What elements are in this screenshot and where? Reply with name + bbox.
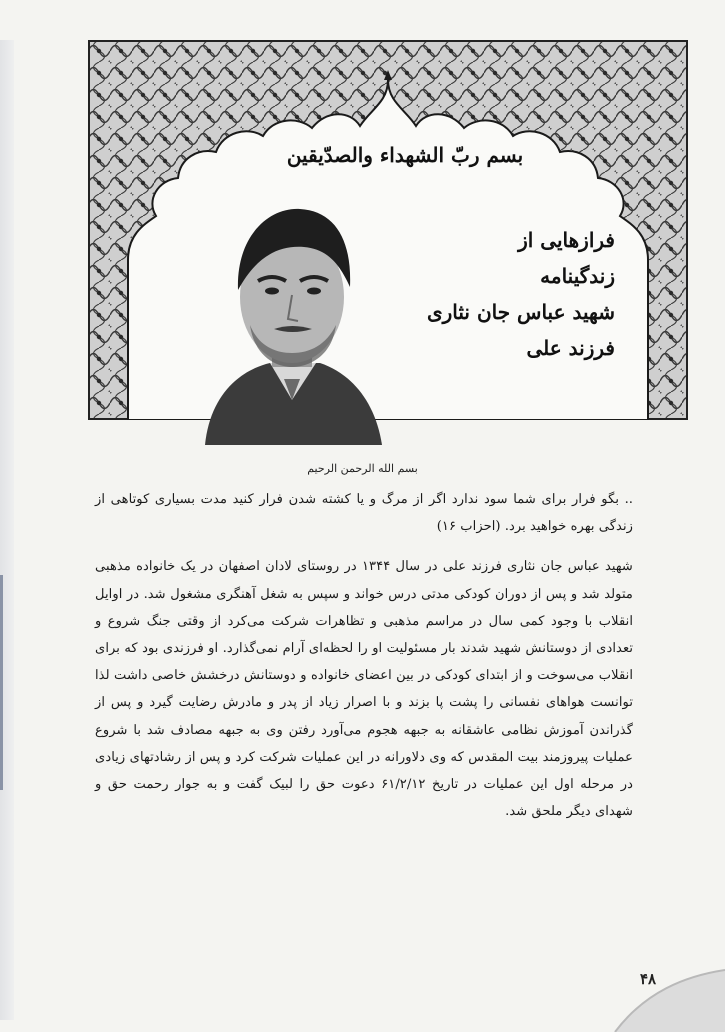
title-line-2: زندگینامه (540, 264, 615, 288)
body-text (95, 486, 633, 825)
title-block (365, 222, 615, 366)
title-line-4: فرزند علی (526, 336, 615, 360)
page-edge-mark (0, 575, 3, 790)
title-line-3: شهید عباس جان نثاری (426, 300, 615, 324)
header-title: بسم ربّ الشهداء والصدّیقین (286, 143, 524, 167)
quran-quote-paragraph: .. بگو فرار برای شما سود ندارد اگر از مرگ و یا کشته شدن فرار کنید مدت بسیاری کوتاهی از زندگی بهره خواهید برد. (احزاب ۱۶) (95, 492, 633, 535)
portrait-photo (200, 195, 385, 445)
title-line-1: فرازهایی از (518, 228, 615, 252)
biography-paragraph: شهید عباس جان نثاری فرزند علی در سال ۱۳۴۴ در روستای لادان اصفهان در یک خانواده مذهبی متولد شد و پس از دوران کودکی مدتی درس خواند و سپس به شغل آهنگری مشغول شد. در اوایل انقلاب با وجود کمی سال در مراسم مذهبی و تظاهرات شرکت می‌کرد از وقتی جنگ شروع و تعدادی از دوستانش شهید شدند بار مسئولیت او را لحظه‌ای آرام نمی‌گذارد. او فرزندی بود که برای انقلاب می‌سوخت و از ابتدای کودکی در بین اعضای خانواده و دوستانش درخشش خاصی داشت لذا توانست هواهای نفسانی را پشت پا بزند و با اصرار زیاد از پدر و مادرش رضایت گیرد و پس از گذراندن آموزش نظامی عاشقانه به جبهه هجوم می‌آورد رفتن وی به جبهه مصادف شد با شروع عملیات پیروزمند بیت المقدس که وی دلاورانه در این عملیات شرکت کرد و پس از رشادتهای زیادی در مرحله اول این عملیات در تاریخ ۶۱/۲/۱۲ دعوت حق را لبیک گفت و به جوار رحمت حق و شهدای دیگر ملحق شد. (95, 559, 633, 820)
page-number: ۴۸ (640, 970, 657, 988)
bismillah-line: بسم الله الرحمن الرحیم (307, 462, 418, 475)
page-corner-curl (585, 962, 725, 1032)
page-edge-bleed (0, 40, 14, 1020)
